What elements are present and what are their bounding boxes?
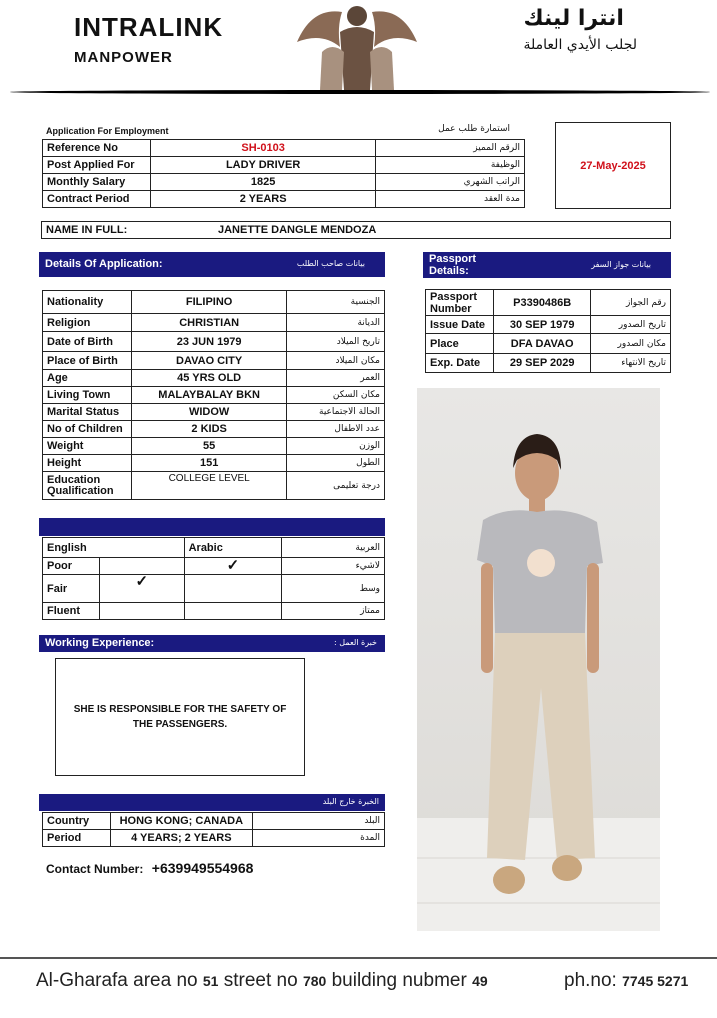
header-divider (10, 90, 710, 94)
value: HONG KONG; CANADA (110, 813, 252, 830)
table-row (43, 370, 385, 387)
value: 2 KIDS (131, 421, 286, 438)
table-row (43, 404, 385, 421)
level-label: Fluent (43, 603, 100, 620)
table-row (426, 316, 671, 334)
applicant-photo (417, 388, 660, 931)
table-row (43, 314, 385, 332)
brand-line2: MANPOWER (74, 49, 173, 66)
contact-row (46, 860, 253, 878)
table-row (43, 387, 385, 404)
passport-header-ar: بيانات جواز السفر (591, 260, 651, 269)
arabic-header: Arabic (184, 538, 282, 558)
value: P3390486B (493, 290, 591, 316)
application-date: 27-May-2025 (580, 159, 646, 172)
languages-header (39, 518, 385, 536)
reference-value: SH-0103 (150, 140, 375, 157)
table-row (43, 421, 385, 438)
level-label-ar: ممتاز (282, 603, 385, 620)
label-ar: تاريخ الصدور (591, 316, 671, 334)
value: 2 YEARS (150, 191, 375, 208)
table-row (426, 354, 671, 373)
application-table (42, 139, 525, 208)
arabic-header-ar: العربية (282, 538, 385, 558)
table-row (43, 813, 385, 830)
details-header (39, 252, 385, 277)
arabic-mark (184, 603, 282, 620)
label: Issue Date (426, 316, 494, 334)
contact-number: +639949554968 (151, 860, 254, 876)
value: COLLEGE LEVEL (131, 472, 286, 500)
label-ar: الرقم المميز (376, 140, 525, 157)
label: Monthly Salary (43, 174, 151, 191)
experience-description: SHE IS RESPONSIBLE FOR THE SAFETY OF THE PASSENGERS. (73, 704, 287, 730)
label-ar: مدة العقد (376, 191, 525, 208)
level-label: Poor (43, 558, 100, 575)
label: Country (43, 813, 111, 830)
address-text-3: building nubmer (326, 970, 473, 991)
brand-ar-line1: انترا لينك (523, 6, 624, 31)
label: Weight (43, 438, 132, 455)
level-label: Fair (43, 575, 100, 603)
label: Age (43, 370, 132, 387)
experience-header-en: Working Experience: (45, 637, 155, 649)
english-mark: ✓ (99, 575, 184, 603)
english-mark (99, 558, 184, 575)
value: 45 YRS OLD (131, 370, 286, 387)
footer-phone (564, 970, 688, 992)
passport-header-en: Passport Details: (429, 253, 477, 277)
person-photo-icon (417, 388, 660, 931)
value: DFA DAVAO (493, 334, 591, 354)
address-street-number: 780 (302, 973, 327, 989)
footer-address (36, 970, 488, 992)
label: Contract Period (43, 191, 151, 208)
label-ar: تاريخ الانتهاء (591, 354, 671, 373)
label-ar: الوظيفة (376, 157, 525, 174)
label-ar: الحالة الاجتماعية (287, 404, 385, 421)
label: Nationality (43, 291, 132, 314)
label-ar: عدد الاطفال (287, 421, 385, 438)
english-header: English (43, 538, 185, 558)
value: 151 (131, 455, 286, 472)
table-row (43, 830, 385, 847)
label-ar: الوزن (287, 438, 385, 455)
label: Period (43, 830, 111, 847)
abroad-header (39, 794, 385, 811)
address-area-number: 51 (202, 973, 219, 989)
label: Place of Birth (43, 352, 132, 370)
full-name-value: JANETTE DANGLE MENDOZA (218, 224, 377, 236)
experience-header-ar: خبرة العمل : (334, 638, 377, 647)
table-row (43, 575, 385, 603)
brand-name-ar (524, 6, 637, 53)
details-table (42, 290, 385, 500)
label-ar: الراتب الشهري (376, 174, 525, 191)
table-row (43, 191, 525, 208)
table-row (43, 332, 385, 352)
table-row (43, 472, 385, 500)
value: 55 (131, 438, 286, 455)
value: 23 JUN 1979 (131, 332, 286, 352)
brand-logo-icon (292, 2, 422, 90)
table-row (43, 140, 525, 157)
passport-table (425, 289, 671, 373)
label-ar: تاريخ الميلاد (287, 332, 385, 352)
languages-table (42, 537, 385, 620)
full-name-label: NAME IN FULL: (46, 224, 128, 236)
label: Religion (43, 314, 132, 332)
table-row (426, 334, 671, 354)
application-title-ar: استمارة طلب عمل (438, 124, 510, 134)
abroad-table (42, 812, 385, 847)
address-text-2: street no (218, 970, 303, 991)
passport-header (423, 252, 671, 278)
details-header-ar: بيانات صاحب الطلب (296, 259, 365, 268)
value: CHRISTIAN (131, 314, 286, 332)
phone-number: 7745 5271 (622, 973, 689, 989)
contact-label: Contact Number: (46, 862, 144, 876)
value: 30 SEP 1979 (493, 316, 591, 334)
label: Marital Status (43, 404, 132, 421)
label-ar: درجة تعليمى (287, 472, 385, 500)
full-name-row (41, 221, 671, 239)
footer-divider (0, 957, 717, 959)
abroad-header-ar: الخبرة خارج البلد (322, 797, 379, 806)
label: Passport Number (426, 290, 494, 316)
address-text-1: Al-Gharafa area no (36, 970, 203, 991)
experience-box (55, 658, 305, 776)
label-ar: مكان الصدور (591, 334, 671, 354)
table-row (43, 455, 385, 472)
label-ar: مكان السكن (287, 387, 385, 404)
label: Place (426, 334, 494, 354)
application-title-en: Application For Employment (46, 126, 169, 136)
label-ar: البلد (252, 813, 384, 830)
level-label-ar: وسط (282, 575, 385, 603)
value: LADY DRIVER (150, 157, 375, 174)
label: Living Town (43, 387, 132, 404)
table-row (43, 174, 525, 191)
label-ar: المدة (252, 830, 384, 847)
table-row (43, 558, 385, 575)
label-ar: العمر (287, 370, 385, 387)
label-ar: الطول (287, 455, 385, 472)
label: Exp. Date (426, 354, 494, 373)
english-mark (99, 603, 184, 620)
details-header-en: Details Of Application: (45, 258, 163, 270)
table-row (43, 603, 385, 620)
label-ar: الجنسية (287, 291, 385, 314)
value: DAVAO CITY (131, 352, 286, 370)
table-row (43, 438, 385, 455)
value: 29 SEP 2029 (493, 354, 591, 373)
address-building-number: 49 (472, 973, 488, 989)
table-row (43, 291, 385, 314)
brand-name-en (74, 12, 223, 66)
label: Post Applied For (43, 157, 151, 174)
label: Height (43, 455, 132, 472)
label-ar: الديانة (287, 314, 385, 332)
value: 1825 (150, 174, 375, 191)
label: Education Qualification (43, 472, 132, 500)
value: 4 YEARS; 2 YEARS (110, 830, 252, 847)
value: FILIPINO (131, 291, 286, 314)
arabic-mark (184, 575, 282, 603)
value: WIDOW (131, 404, 286, 421)
label-ar: رقم الجواز (591, 290, 671, 316)
table-row (43, 352, 385, 370)
label: Reference No (43, 140, 151, 157)
table-row (43, 538, 385, 558)
phone-label: ph.no: (564, 970, 623, 991)
table-row (43, 157, 525, 174)
experience-header (39, 635, 385, 652)
date-box (555, 122, 671, 209)
arabic-mark: ✓ (184, 558, 282, 575)
level-label-ar: لاشيء (282, 558, 385, 575)
brand-ar-line2: لجلب الأيدي العاملة (523, 37, 637, 53)
label-ar: مكان الميلاد (287, 352, 385, 370)
label: Date of Birth (43, 332, 132, 352)
value: MALAYBALAY BKN (131, 387, 286, 404)
brand-line1: INTRALINK (74, 12, 224, 42)
label: No of Children (43, 421, 132, 438)
table-row (426, 290, 671, 316)
